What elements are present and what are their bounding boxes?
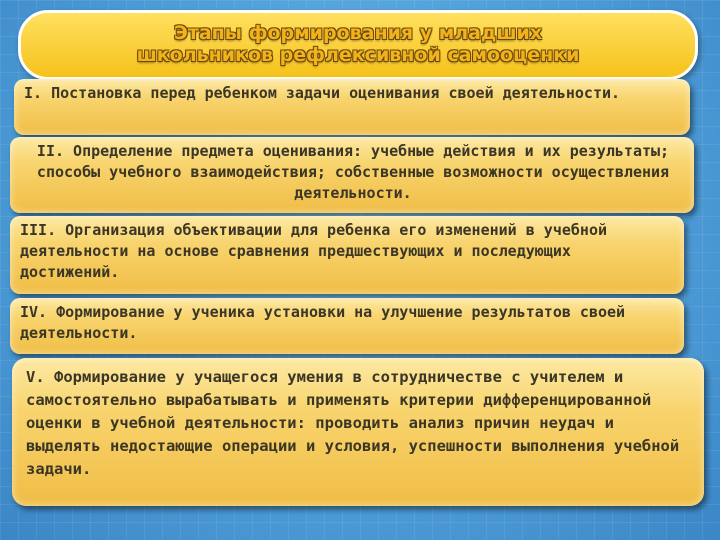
stage-item-2	[10, 137, 694, 213]
stage-item-1	[14, 79, 690, 135]
stage-text: Организация объективации для ребенка его изменений в учебной деятельности на основе сравнения предшествующих и последующих достижений.	[20, 221, 608, 281]
stage-number: IV.	[20, 303, 48, 321]
stage-item-4	[10, 298, 684, 354]
title-line-1: Этапы формирования у младших	[173, 22, 543, 44]
stage-number: II.	[36, 142, 65, 160]
stage-number: V.	[26, 368, 45, 386]
stage-number: I.	[24, 84, 43, 102]
stage-item-5	[12, 358, 704, 506]
title-banner	[18, 10, 698, 80]
stage-text: Постановка перед ребенком задачи оценивания своей деятельности.	[42, 84, 621, 102]
stage-text: Формирование у ученика установки на улучшение результатов своей деятельности.	[20, 303, 626, 342]
stage-item-3	[10, 216, 684, 294]
title-line-2: школьников рефлексивной самооценки	[136, 44, 580, 66]
stage-text: Определение предмета оценивания: учебные действия и их результаты; способы учебного взаимодействия; собственные возможности осуществления деятельности.	[36, 142, 670, 202]
stage-number: III.	[20, 221, 57, 239]
stage-text: Формирование у учащегося умения в сотрудничестве с учителем и самостоятельно вырабатывать и применять критерии дифференцированной оценки в учебной деятельности: проводить анализ причин неудач и выделять недостающие операции и условия, успешности выполнения учебной задачи.	[26, 368, 680, 478]
